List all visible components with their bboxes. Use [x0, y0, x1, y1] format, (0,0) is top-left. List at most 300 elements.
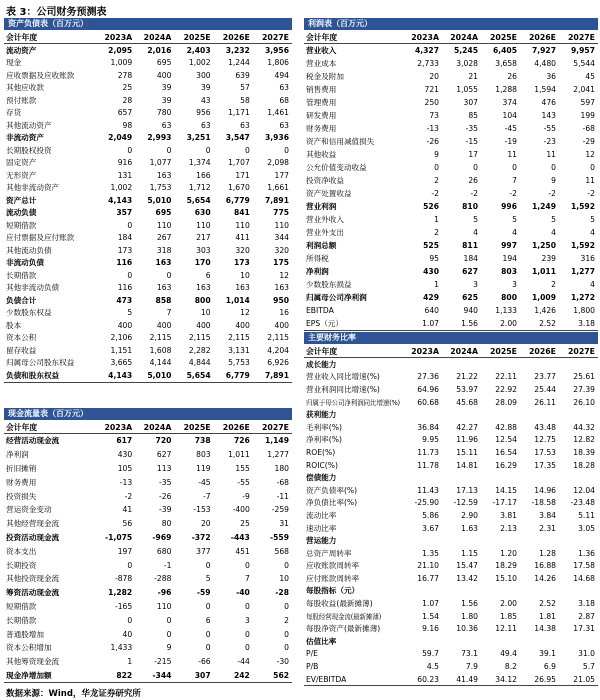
year-column-header: 2026E — [528, 32, 556, 42]
row-label: 投资活动现金流 — [6, 532, 60, 542]
row-value: 1.63 — [461, 523, 478, 533]
row-value: 374 — [502, 98, 517, 107]
table-row — [4, 232, 292, 245]
row-value: 1,171 — [228, 108, 250, 118]
row-value: 104 — [502, 111, 517, 120]
row-label: 折旧摊销 — [6, 463, 37, 473]
row-value: 2.13 — [500, 523, 517, 533]
row-value: 63 — [240, 120, 250, 130]
row-label: EV/EBITDA — [306, 674, 347, 684]
row-value: -55 — [237, 477, 250, 487]
table-row — [304, 148, 598, 161]
row-value: 3,232 — [225, 45, 250, 55]
row-value: 1,277 — [570, 267, 595, 276]
row-value: 173 — [117, 245, 133, 255]
row-value: 627 — [462, 267, 478, 276]
row-label: ROE(%) — [306, 447, 336, 457]
row-value: 56 — [122, 519, 133, 529]
cash-flow-body — [4, 434, 292, 683]
row-value: 42.88 — [495, 422, 517, 432]
table-row — [4, 448, 292, 462]
section-row — [304, 358, 598, 371]
row-value: 2,115 — [228, 333, 250, 343]
row-value: 184 — [117, 233, 133, 243]
row-value: 0 — [205, 643, 211, 653]
row-value: 25.61 — [573, 372, 595, 382]
row-value: 1,149 — [264, 436, 290, 446]
row-value: 1,250 — [531, 241, 556, 250]
row-value: 0 — [473, 163, 478, 172]
table-row — [304, 200, 598, 213]
table-row — [304, 252, 598, 265]
table-row — [4, 669, 292, 683]
row-value: 1,055 — [456, 85, 478, 94]
row-value: 1 — [434, 215, 439, 224]
row-value: 31.0 — [578, 649, 595, 659]
row-value: 18.28 — [573, 460, 595, 470]
row-value: 2,041 — [573, 85, 595, 94]
row-value: 12.11 — [495, 624, 517, 634]
row-value: 6.9 — [543, 662, 556, 672]
row-value: 1,608 — [149, 345, 172, 355]
row-value: -19 — [504, 137, 517, 146]
row-label: P/B — [306, 662, 319, 672]
row-value: 166 — [196, 170, 211, 180]
row-value: -39 — [159, 505, 172, 515]
year-column-header: 2026E — [222, 32, 250, 42]
row-value: -969 — [152, 532, 172, 542]
table-row — [304, 446, 598, 459]
row-label: 长期借款 — [6, 615, 37, 625]
row-value: 430 — [423, 267, 439, 276]
row-value: -2 — [470, 189, 478, 198]
row-value: 738 — [194, 436, 211, 446]
row-value: 841 — [233, 208, 250, 218]
row-label: 研发费用 — [306, 111, 337, 120]
financial-ratios-body — [304, 358, 598, 686]
row-value: 2.90 — [461, 510, 478, 520]
table-row — [304, 509, 598, 522]
row-value: 316 — [580, 254, 595, 263]
row-value: 14.15 — [495, 485, 517, 495]
table-row — [4, 219, 292, 232]
row-label: 固定资产 — [6, 158, 37, 168]
row-value: 11 — [507, 150, 517, 159]
row-value: 320 — [235, 245, 250, 255]
table-row — [4, 586, 292, 600]
table-row — [4, 269, 292, 282]
row-value: -40 — [236, 588, 250, 598]
row-value: 45.68 — [456, 397, 478, 407]
row-label: 经营活动现金流 — [6, 436, 60, 446]
row-value: 12.75 — [534, 435, 556, 445]
year-column-header: 2026E — [222, 422, 250, 432]
row-value: 0 — [127, 145, 133, 155]
row-label: 营业收入同比增速(%) — [306, 372, 380, 382]
row-value: 1.07 — [422, 319, 439, 328]
row-value: 13.42 — [456, 573, 478, 583]
row-value: 803 — [196, 450, 211, 460]
row-value: -44 — [237, 657, 250, 667]
row-value: 8.2 — [504, 662, 517, 672]
row-value: 5,654 — [186, 195, 211, 205]
table-row — [4, 503, 292, 517]
row-value: -35 — [159, 477, 172, 487]
row-value: -215 — [154, 657, 172, 667]
row-value: 21.05 — [573, 674, 595, 684]
year-column-header: 2024A — [143, 32, 172, 42]
balance-sheet-title: 资产负债表（百万元） — [4, 18, 292, 30]
year-column-header: 2023A — [411, 346, 439, 356]
row-label: 现金 — [6, 58, 22, 68]
row-value: 25 — [122, 83, 133, 93]
row-label: 少数股东损益 — [306, 280, 352, 289]
row-value: 377 — [196, 546, 211, 556]
row-value: 1.20 — [500, 548, 517, 558]
row-value: 12.04 — [573, 485, 595, 495]
table-row — [304, 497, 598, 510]
row-value: 15.10 — [495, 573, 517, 583]
row-value: 6,779 — [225, 370, 250, 380]
row-value: 163 — [156, 283, 172, 293]
row-value: 1,282 — [108, 588, 133, 598]
row-value: 95 — [429, 254, 439, 263]
row-value: 0 — [244, 560, 250, 570]
row-value: 59.7 — [422, 649, 439, 659]
row-value: 98 — [122, 120, 133, 130]
row-value: 11.78 — [417, 460, 439, 470]
row-value: -96 — [157, 588, 172, 598]
row-label: 每股收益(最新摊薄) — [306, 599, 373, 609]
row-value: 2,993 — [147, 133, 172, 143]
row-value: 5 — [127, 308, 133, 318]
row-value: 242 — [233, 670, 250, 680]
row-value: 14.96 — [534, 485, 556, 495]
row-value: 16.29 — [495, 460, 517, 470]
row-value: -13 — [119, 477, 133, 487]
row-label: 应收账款周转率 — [306, 561, 360, 571]
row-value: 639 — [235, 70, 250, 80]
row-value: 42.27 — [456, 422, 478, 432]
row-value: 822 — [116, 670, 133, 680]
row-value: 1,426 — [534, 306, 556, 315]
table-row — [4, 641, 292, 655]
row-value: -23 — [543, 137, 556, 146]
row-value: 39.1 — [539, 649, 556, 659]
table-row — [4, 44, 292, 57]
row-value: 39 — [161, 95, 172, 105]
row-value: 400 — [274, 320, 290, 330]
row-label: 短期借款 — [6, 220, 37, 230]
table-row — [4, 655, 292, 669]
row-label: 归属母公司净利润 — [306, 293, 367, 302]
table-row — [304, 304, 598, 317]
table-row — [4, 369, 292, 382]
table-row — [4, 307, 292, 320]
row-value: 4,143 — [108, 370, 133, 380]
row-value: 1,594 — [534, 85, 556, 94]
row-value: 217 — [196, 233, 211, 243]
table-row — [304, 109, 598, 122]
row-value: 5,544 — [573, 59, 595, 68]
row-value: 4 — [590, 228, 595, 237]
year-column-header: 2023A — [411, 32, 439, 42]
row-value: 4 — [512, 228, 517, 237]
row-value: 0 — [244, 601, 250, 611]
row-value: -68 — [276, 477, 290, 487]
row-value: 721 — [424, 85, 439, 94]
row-value: 320 — [274, 245, 290, 255]
row-label: 税金及附加 — [306, 72, 344, 81]
row-value: 3,131 — [228, 345, 250, 355]
section-label: 每股指标（元） — [306, 586, 360, 596]
row-label: 归属母公司股东权益 — [6, 358, 75, 368]
table-row — [4, 207, 292, 220]
row-value: 2,403 — [186, 45, 211, 55]
row-label: 普通股增加 — [6, 629, 44, 639]
row-value: 9 — [166, 643, 172, 653]
table-row — [4, 319, 292, 332]
row-value: 0 — [284, 643, 290, 653]
row-value: 3,251 — [186, 133, 211, 143]
table-row — [4, 332, 292, 345]
row-value: 17.13 — [456, 485, 478, 495]
row-label: 负债和股东权益 — [6, 370, 60, 380]
row-value: 21.10 — [417, 561, 439, 571]
row-value: 0 — [166, 145, 172, 155]
row-value: 3,547 — [225, 133, 250, 143]
row-label: 净利率(%) — [306, 435, 342, 445]
financial-ratios-title: 主要财务比率 — [304, 332, 598, 344]
row-value: 10 — [200, 308, 211, 318]
row-value: 400 — [235, 320, 250, 330]
row-value: 180 — [274, 463, 290, 473]
row-label: 公允价值变动收益 — [306, 163, 367, 172]
row-value: 23.77 — [534, 372, 556, 382]
row-value: 0 — [284, 145, 290, 155]
row-value: 0 — [127, 220, 133, 230]
table-row — [4, 194, 292, 207]
row-label: 其他应收款 — [6, 83, 44, 93]
row-value: -1 — [163, 560, 172, 570]
row-value: 303 — [196, 245, 211, 255]
row-value: 1,244 — [228, 58, 250, 68]
fiscal-year-header: 会计年度 — [6, 32, 38, 42]
row-value: 1,661 — [267, 183, 290, 193]
row-value: 9.95 — [422, 435, 439, 445]
row-value: 9 — [434, 150, 439, 159]
row-label: EBITDA — [306, 306, 334, 315]
row-value: 2 — [551, 280, 556, 289]
row-value: -165 — [114, 601, 133, 611]
row-value: 3.84 — [539, 510, 556, 520]
row-label: 流动资产 — [6, 45, 37, 55]
section-label: 获利能力 — [306, 410, 337, 420]
row-value: 1 — [434, 280, 439, 289]
row-value: -23.48 — [570, 498, 595, 508]
row-value: 110 — [274, 220, 290, 230]
year-column-header: 2027E — [261, 32, 290, 42]
row-value: 9 — [551, 176, 556, 185]
table-row — [4, 613, 292, 627]
row-value: 803 — [501, 267, 517, 276]
row-value: -30 — [276, 657, 290, 667]
row-value: 173 — [233, 258, 250, 268]
section-row — [304, 471, 598, 484]
table-row — [304, 317, 598, 330]
row-label: 负债合计 — [6, 295, 37, 305]
row-value: 21 — [468, 72, 478, 81]
row-label: 资本公积增加 — [6, 643, 52, 653]
row-value: 18.29 — [495, 561, 517, 571]
row-value: 16.77 — [417, 573, 439, 583]
row-label: 营运资金变动 — [6, 505, 52, 515]
table-row — [304, 161, 598, 174]
table-row — [304, 522, 598, 535]
row-value: 0 — [244, 145, 250, 155]
row-value: 1,011 — [531, 267, 556, 276]
row-value: 7,927 — [531, 46, 556, 55]
row-value: 17.53 — [534, 447, 556, 457]
row-value: -45 — [198, 477, 211, 487]
table-row — [304, 396, 598, 409]
row-value: 1.28 — [539, 548, 556, 558]
table-row — [304, 96, 598, 109]
row-value: 476 — [541, 98, 556, 107]
row-value: 194 — [502, 254, 517, 263]
row-value: 5,753 — [228, 358, 250, 368]
row-value: 1.56 — [461, 599, 478, 609]
row-value: 11.96 — [456, 435, 478, 445]
row-value: 250 — [424, 98, 439, 107]
row-value: 49.4 — [500, 649, 517, 659]
table-row — [4, 257, 292, 270]
table-row — [304, 560, 598, 573]
row-value: 597 — [580, 98, 595, 107]
table-row — [304, 122, 598, 135]
row-value: 1,277 — [267, 450, 290, 460]
row-value: 17.31 — [573, 624, 595, 634]
row-value: 1,800 — [573, 306, 595, 315]
row-label: 营业外支出 — [306, 228, 344, 237]
row-value: 3.18 — [578, 599, 595, 609]
row-value: 53.97 — [456, 384, 478, 394]
row-value: 2.52 — [539, 319, 556, 328]
table-row — [4, 600, 292, 614]
table-row — [4, 82, 292, 95]
section-label: 估值比率 — [306, 636, 337, 646]
row-value: 0 — [127, 270, 133, 280]
row-value: 1,151 — [110, 345, 133, 355]
row-value: 630 — [194, 208, 211, 218]
row-label: 其他投资现金流 — [6, 574, 60, 584]
row-value: 34.12 — [495, 674, 517, 684]
row-value: 163 — [235, 283, 250, 293]
row-value: 956 — [196, 108, 211, 118]
row-value: 0 — [205, 560, 211, 570]
row-value: 12 — [585, 150, 595, 159]
row-value: 239 — [541, 254, 556, 263]
year-column-header: 2027E — [261, 422, 290, 432]
row-value: 4 — [551, 228, 556, 237]
row-value: 110 — [156, 220, 172, 230]
row-value: 0 — [551, 163, 556, 172]
row-label: 短期借款 — [6, 601, 37, 611]
row-value: 40 — [122, 629, 133, 639]
row-value: 0 — [205, 601, 211, 611]
fiscal-year-header: 会计年度 — [306, 346, 338, 356]
row-value: -153 — [193, 505, 211, 515]
table-row — [4, 94, 292, 107]
row-value: 5 — [205, 574, 211, 584]
row-value: 7,891 — [264, 370, 290, 380]
row-value: 858 — [155, 295, 172, 305]
row-value: 695 — [156, 58, 172, 68]
row-value: -11 — [276, 491, 290, 501]
table-row — [4, 572, 292, 586]
row-label: 应付账款周转率 — [306, 573, 360, 583]
row-label: 速动比率 — [306, 523, 337, 533]
row-value: 2 — [434, 176, 439, 185]
row-value: 4,480 — [534, 59, 556, 68]
section-row — [304, 635, 598, 648]
column-header-row — [304, 345, 598, 358]
row-value: 105 — [117, 463, 133, 473]
row-label: 营业利润 — [306, 202, 337, 211]
table-row — [304, 597, 598, 610]
row-value: 400 — [156, 70, 172, 80]
table-row — [4, 475, 292, 489]
row-value: 110 — [196, 220, 211, 230]
table-row — [4, 57, 292, 70]
row-label: 净利润 — [6, 450, 29, 460]
row-value: 2,016 — [147, 45, 172, 55]
row-value: 1.54 — [422, 611, 439, 621]
row-value: 2.00 — [500, 599, 517, 609]
row-value: 7 — [244, 574, 250, 584]
row-label: 筹资活动现金流 — [6, 588, 60, 598]
row-label: 长期借款 — [6, 270, 37, 280]
table-row — [304, 660, 598, 673]
year-column-header: 2025E — [183, 422, 211, 432]
row-value: 318 — [156, 245, 172, 255]
row-value: 7,891 — [264, 195, 290, 205]
year-column-header: 2025E — [489, 32, 517, 42]
row-value: 110 — [235, 220, 250, 230]
row-label: 资产处置收益 — [306, 189, 352, 198]
table-row — [4, 344, 292, 357]
table-row — [304, 622, 598, 635]
row-label: 投资损失 — [6, 491, 37, 501]
row-value: 1,433 — [110, 643, 133, 653]
row-value: 726 — [233, 436, 250, 446]
row-value: 15.11 — [456, 447, 478, 457]
table-row — [4, 489, 292, 503]
row-value: 1 — [127, 657, 133, 667]
row-value: 6,926 — [267, 358, 290, 368]
row-value: 163 — [155, 258, 172, 268]
row-value: 1,249 — [531, 202, 556, 211]
row-value: 10.36 — [456, 624, 478, 634]
table-row — [304, 278, 598, 291]
table-row — [4, 119, 292, 132]
table-row — [4, 544, 292, 558]
row-label: 资产和信用减值损失 — [306, 137, 375, 146]
row-value: 1.56 — [461, 319, 478, 328]
row-label: EPS（元） — [306, 319, 343, 328]
table-row — [304, 673, 598, 686]
row-value: 4,327 — [414, 46, 439, 55]
